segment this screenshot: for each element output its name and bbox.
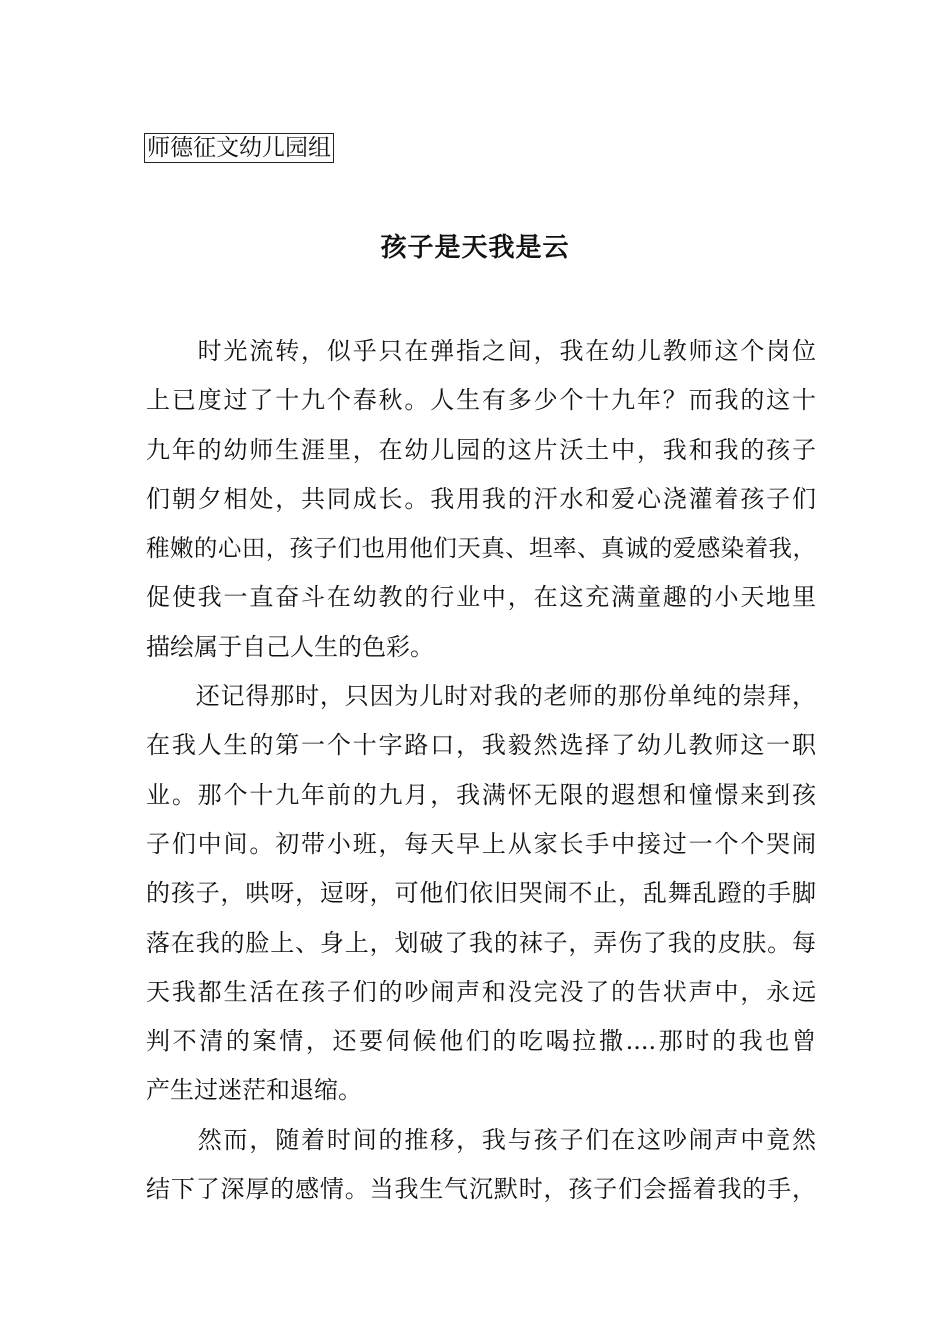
body-line: 产生过迷茫和退缩。 [146,1076,362,1105]
body-line: 天我都生活在孩子们的吵闹声和没完没了的告状声中，永远 [146,977,816,1006]
body-line: 上已度过了十九个春秋。人生有多少个十九年？而我的这十 [146,386,816,415]
body-line: 九年的幼师生涯里，在幼儿园的这片沃土中，我和我的孩子 [146,435,816,464]
body-line: 的孩子，哄呀，逗呀，可他们依旧哭闹不止，乱舞乱蹬的手脚 [146,879,816,908]
body-line: 在我人生的第一个十字路口，我毅然选择了幼儿教师这一职 [146,731,816,760]
body-line: 还记得那时，只因为儿时对我的老师的那份单纯的崇拜， [146,682,816,711]
body-line: 子们中间。初带小班，每天早上从家长手中接过一个个哭闹 [146,829,816,858]
body-line: 促使我一直奋斗在幼教的行业中，在这充满童趣的小天地里 [146,583,816,612]
body-line: 描绘属于自己人生的色彩。 [146,632,434,661]
document-title: 孩子是天我是云 [380,233,570,263]
body-line: 业。那个十九年前的九月，我满怀无限的遐想和憧憬来到孩 [146,780,816,809]
body-line: 然而，随着时间的推移，我与孩子们在这吵闹声中竟然 [146,1125,816,1154]
body-line: 时光流转，似乎只在弹指之间，我在幼儿教师这个岗位 [146,337,816,365]
document-body [146,327,816,1214]
body-line: 落在我的脸上、身上，划破了我的袜子，弄伤了我的皮肤。每 [146,928,816,957]
category-label-box: 师德征文幼儿园组 [144,133,334,163]
body-line: 结下了深厚的感情。当我生气沉默时，孩子们会摇着我的手， [146,1175,816,1204]
body-line: 稚嫩的心田，孩子们也用他们天真、坦率、真诚的爱感染着我， [146,534,816,563]
body-line: 们朝夕相处，共同成长。我用我的汗水和爱心浇灌着孩子们 [146,484,816,513]
body-line: 判不清的案情，还要伺候他们的吃喝拉撒....那时的我也曾 [146,1027,816,1056]
